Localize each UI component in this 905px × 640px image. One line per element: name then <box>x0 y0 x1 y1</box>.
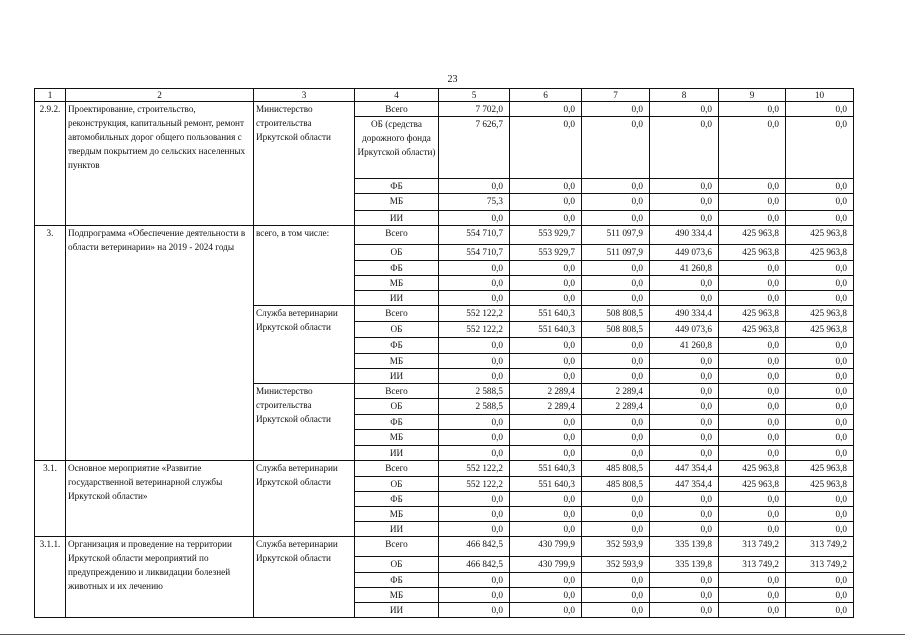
funding-source: МБ <box>355 507 439 522</box>
amount-cell: 425 963,8 <box>719 226 786 245</box>
amount-cell: 0,0 <box>439 415 510 430</box>
amount-cell: 0,0 <box>510 179 582 194</box>
column-header-10: 10 <box>786 89 854 102</box>
amount-cell: 41 260,8 <box>650 261 719 276</box>
amount-cell: 0,0 <box>719 588 786 603</box>
amount-cell: 0,0 <box>439 369 510 384</box>
amount-cell: 0,0 <box>786 338 854 354</box>
amount-cell: 551 640,3 <box>510 306 582 322</box>
amount-cell: 7 702,0 <box>439 102 510 117</box>
amount-cell: 313 749,2 <box>719 537 786 557</box>
amount-cell: 0,0 <box>510 194 582 211</box>
amount-cell: 0,0 <box>719 261 786 276</box>
amount-cell: 0,0 <box>439 573 510 588</box>
program-name: Проектирование, строительство, реконструкция, капитальный ремонт, ремонт автомобильных дорог общего пользования с твердым покрытием до сельских населенных пунктов <box>66 102 254 226</box>
amount-cell: 0,0 <box>582 102 650 117</box>
amount-cell: 0,0 <box>786 399 854 415</box>
amount-cell: 2 289,4 <box>582 399 650 415</box>
amount-cell: 2 588,5 <box>439 399 510 415</box>
amount-cell: 0,0 <box>582 276 650 291</box>
amount-cell: 511 097,9 <box>582 245 650 261</box>
funding-source: ОБ <box>355 557 439 573</box>
executor-name: Министерство строительства Иркутской области <box>254 102 355 226</box>
funding-source: Всего <box>355 306 439 322</box>
amount-cell: 425 963,8 <box>786 461 854 477</box>
amount-cell: 0,0 <box>650 573 719 588</box>
amount-cell: 313 749,2 <box>719 557 786 573</box>
amount-cell: 0,0 <box>650 415 719 430</box>
amount-cell: 2 289,4 <box>510 384 582 399</box>
amount-cell: 508 808,5 <box>582 306 650 322</box>
column-header-9: 9 <box>719 89 786 102</box>
column-header-3: 3 <box>254 89 355 102</box>
amount-cell: 0,0 <box>719 276 786 291</box>
amount-cell: 0,0 <box>719 492 786 507</box>
amount-cell: 508 808,5 <box>582 322 650 338</box>
amount-cell: 0,0 <box>719 338 786 354</box>
amount-cell: 313 749,2 <box>786 557 854 573</box>
amount-cell: 554 710,7 <box>439 226 510 245</box>
amount-cell: 0,0 <box>786 573 854 588</box>
amount-cell: 0,0 <box>510 102 582 117</box>
amount-cell: 0,0 <box>786 492 854 507</box>
amount-cell: 0,0 <box>510 276 582 291</box>
funding-source: МБ <box>355 194 439 211</box>
amount-cell: 425 963,8 <box>719 477 786 492</box>
amount-cell: 425 963,8 <box>719 322 786 338</box>
executor-name: всего, в том числе: <box>254 226 355 306</box>
amount-cell: 0,0 <box>719 603 786 618</box>
column-header-1: 1 <box>35 89 66 102</box>
amount-cell: 0,0 <box>510 369 582 384</box>
funding-source: Всего <box>355 102 439 117</box>
amount-cell: 0,0 <box>510 603 582 618</box>
table-row <box>35 102 854 117</box>
amount-cell: 2 289,4 <box>582 384 650 399</box>
amount-cell: 0,0 <box>510 588 582 603</box>
amount-cell: 0,0 <box>786 446 854 461</box>
row-code: 3.1.1. <box>35 537 66 618</box>
amount-cell: 0,0 <box>510 415 582 430</box>
amount-cell: 0,0 <box>439 430 510 446</box>
amount-cell: 0,0 <box>510 430 582 446</box>
amount-cell: 0,0 <box>582 573 650 588</box>
column-header-2: 2 <box>66 89 254 102</box>
amount-cell: 553 929,7 <box>510 226 582 245</box>
funding-source: МБ <box>355 354 439 369</box>
amount-cell: 0,0 <box>719 179 786 194</box>
funding-source: ИИ <box>355 522 439 537</box>
amount-cell: 0,0 <box>786 507 854 522</box>
amount-cell: 0,0 <box>510 291 582 306</box>
amount-cell: 0,0 <box>582 338 650 354</box>
amount-cell: 0,0 <box>719 291 786 306</box>
amount-cell: 0,0 <box>439 291 510 306</box>
funding-source: ФБ <box>355 415 439 430</box>
amount-cell: 0,0 <box>719 415 786 430</box>
amount-cell: 0,0 <box>786 588 854 603</box>
amount-cell: 0,0 <box>650 384 719 399</box>
amount-cell: 0,0 <box>650 179 719 194</box>
amount-cell: 0,0 <box>650 211 719 226</box>
amount-cell: 0,0 <box>719 399 786 415</box>
amount-cell: 0,0 <box>582 522 650 537</box>
amount-cell: 335 139,8 <box>650 537 719 557</box>
amount-cell: 0,0 <box>510 117 582 179</box>
amount-cell: 425 963,8 <box>719 306 786 322</box>
amount-cell: 352 593,9 <box>582 537 650 557</box>
amount-cell: 0,0 <box>582 291 650 306</box>
amount-cell: 0,0 <box>719 573 786 588</box>
amount-cell: 0,0 <box>719 117 786 179</box>
amount-cell: 0,0 <box>786 117 854 179</box>
amount-cell: 425 963,8 <box>786 477 854 492</box>
amount-cell: 425 963,8 <box>786 322 854 338</box>
amount-cell: 2 588,5 <box>439 384 510 399</box>
amount-cell: 0,0 <box>439 507 510 522</box>
amount-cell: 0,0 <box>650 354 719 369</box>
column-header-7: 7 <box>582 89 650 102</box>
amount-cell: 425 963,8 <box>719 461 786 477</box>
amount-cell: 313 749,2 <box>786 537 854 557</box>
amount-cell: 0,0 <box>582 430 650 446</box>
amount-cell: 0,0 <box>786 276 854 291</box>
amount-cell: 0,0 <box>786 522 854 537</box>
amount-cell: 0,0 <box>439 492 510 507</box>
amount-cell: 449 073,6 <box>650 322 719 338</box>
amount-cell: 0,0 <box>582 179 650 194</box>
financing-table <box>34 88 854 618</box>
amount-cell: 0,0 <box>439 603 510 618</box>
amount-cell: 0,0 <box>786 415 854 430</box>
amount-cell: 0,0 <box>439 338 510 354</box>
amount-cell: 0,0 <box>786 179 854 194</box>
funding-source: ФБ <box>355 573 439 588</box>
amount-cell: 485 808,5 <box>582 477 650 492</box>
amount-cell: 466 842,5 <box>439 557 510 573</box>
amount-cell: 0,0 <box>439 211 510 226</box>
amount-cell: 430 799,9 <box>510 557 582 573</box>
amount-cell: 0,0 <box>510 573 582 588</box>
amount-cell: 0,0 <box>510 338 582 354</box>
funding-source: ФБ <box>355 261 439 276</box>
amount-cell: 0,0 <box>719 446 786 461</box>
funding-source: МБ <box>355 588 439 603</box>
table-row <box>35 226 854 245</box>
amount-cell: 552 122,2 <box>439 306 510 322</box>
amount-cell: 0,0 <box>650 117 719 179</box>
funding-source: ИИ <box>355 291 439 306</box>
amount-cell: 554 710,7 <box>439 245 510 261</box>
amount-cell: 553 929,7 <box>510 245 582 261</box>
amount-cell: 425 963,8 <box>786 245 854 261</box>
table-header-row <box>35 89 854 102</box>
amount-cell: 0,0 <box>582 211 650 226</box>
funding-source: ФБ <box>355 492 439 507</box>
amount-cell: 335 139,8 <box>650 557 719 573</box>
amount-cell: 552 122,2 <box>439 461 510 477</box>
amount-cell: 0,0 <box>786 369 854 384</box>
column-header-4: 4 <box>355 89 439 102</box>
amount-cell: 0,0 <box>510 492 582 507</box>
funding-source: Всего <box>355 461 439 477</box>
amount-cell: 0,0 <box>582 369 650 384</box>
amount-cell: 0,0 <box>650 603 719 618</box>
amount-cell: 0,0 <box>439 179 510 194</box>
executor-name: Служба ветеринарии Иркутской области <box>254 306 355 384</box>
amount-cell: 0,0 <box>439 522 510 537</box>
amount-cell: 0,0 <box>582 117 650 179</box>
amount-cell: 485 808,5 <box>582 461 650 477</box>
amount-cell: 0,0 <box>786 211 854 226</box>
amount-cell: 0,0 <box>650 446 719 461</box>
amount-cell: 0,0 <box>786 261 854 276</box>
amount-cell: 0,0 <box>650 522 719 537</box>
amount-cell: 0,0 <box>650 194 719 211</box>
row-code: 2.9.2. <box>35 102 66 226</box>
amount-cell: 551 640,3 <box>510 461 582 477</box>
amount-cell: 0,0 <box>719 369 786 384</box>
funding-source: ИИ <box>355 603 439 618</box>
amount-cell: 0,0 <box>439 276 510 291</box>
funding-source: ИИ <box>355 369 439 384</box>
amount-cell: 0,0 <box>582 507 650 522</box>
amount-cell: 0,0 <box>439 354 510 369</box>
funding-source: ОБ <box>355 477 439 492</box>
amount-cell: 490 334,4 <box>650 226 719 245</box>
amount-cell: 0,0 <box>650 102 719 117</box>
column-header-8: 8 <box>650 89 719 102</box>
amount-cell: 0,0 <box>719 507 786 522</box>
amount-cell: 0,0 <box>650 507 719 522</box>
amount-cell: 0,0 <box>786 102 854 117</box>
amount-cell: 0,0 <box>719 384 786 399</box>
table-body <box>35 102 854 618</box>
amount-cell: 430 799,9 <box>510 537 582 557</box>
amount-cell: 0,0 <box>510 446 582 461</box>
amount-cell: 0,0 <box>786 194 854 211</box>
amount-cell: 0,0 <box>582 603 650 618</box>
funding-source: ФБ <box>355 179 439 194</box>
amount-cell: 0,0 <box>582 261 650 276</box>
amount-cell: 490 334,4 <box>650 306 719 322</box>
funding-source: ОБ <box>355 399 439 415</box>
amount-cell: 551 640,3 <box>510 322 582 338</box>
executor-name: Министерство строительства Иркутской области <box>254 384 355 461</box>
page-bottom-rule <box>0 634 905 635</box>
amount-cell: 0,0 <box>719 102 786 117</box>
amount-cell: 0,0 <box>719 354 786 369</box>
column-header-6: 6 <box>510 89 582 102</box>
amount-cell: 0,0 <box>582 415 650 430</box>
row-code: 3. <box>35 226 66 461</box>
amount-cell: 0,0 <box>582 588 650 603</box>
amount-cell: 0,0 <box>650 492 719 507</box>
amount-cell: 41 260,8 <box>650 338 719 354</box>
amount-cell: 0,0 <box>650 588 719 603</box>
amount-cell: 0,0 <box>786 291 854 306</box>
amount-cell: 0,0 <box>439 588 510 603</box>
amount-cell: 447 354,4 <box>650 477 719 492</box>
amount-cell: 0,0 <box>650 291 719 306</box>
amount-cell: 0,0 <box>786 354 854 369</box>
amount-cell: 0,0 <box>650 399 719 415</box>
amount-cell: 466 842,5 <box>439 537 510 557</box>
amount-cell: 552 122,2 <box>439 322 510 338</box>
funding-source: ОБ <box>355 245 439 261</box>
amount-cell: 447 354,4 <box>650 461 719 477</box>
amount-cell: 0,0 <box>439 446 510 461</box>
table-row <box>35 461 854 477</box>
amount-cell: 0,0 <box>582 446 650 461</box>
amount-cell: 0,0 <box>719 194 786 211</box>
amount-cell: 0,0 <box>650 430 719 446</box>
amount-cell: 0,0 <box>510 211 582 226</box>
page-number: 23 <box>447 74 458 85</box>
amount-cell: 511 097,9 <box>582 226 650 245</box>
table-row <box>35 537 854 557</box>
amount-cell: 0,0 <box>719 430 786 446</box>
amount-cell: 0,0 <box>582 194 650 211</box>
funding-source: Всего <box>355 537 439 557</box>
program-name: Подпрограмма «Обеспечение деятельности в области ветеринарии» на 2019 - 2024 годы <box>66 226 254 461</box>
amount-cell: 0,0 <box>510 507 582 522</box>
funding-source: Всего <box>355 384 439 399</box>
amount-cell: 7 626,7 <box>439 117 510 179</box>
amount-cell: 0,0 <box>582 354 650 369</box>
amount-cell: 449 073,6 <box>650 245 719 261</box>
funding-source: ОБ <box>355 322 439 338</box>
funding-source: ИИ <box>355 211 439 226</box>
funding-source: ИИ <box>355 446 439 461</box>
amount-cell: 75,3 <box>439 194 510 211</box>
amount-cell: 0,0 <box>719 522 786 537</box>
amount-cell: 0,0 <box>786 430 854 446</box>
program-name: Организация и проведение на территории Иркутской области мероприятий по предупреждению и ликвидации болезней животных и их лечению <box>66 537 254 618</box>
amount-cell: 0,0 <box>582 492 650 507</box>
executor-name: Служба ветеринарии Иркутской области <box>254 461 355 537</box>
funding-source: МБ <box>355 276 439 291</box>
funding-source: Всего <box>355 226 439 245</box>
amount-cell: 551 640,3 <box>510 477 582 492</box>
amount-cell: 552 122,2 <box>439 477 510 492</box>
funding-source: ФБ <box>355 338 439 354</box>
amount-cell: 0,0 <box>439 261 510 276</box>
funding-source: МБ <box>355 430 439 446</box>
amount-cell: 0,0 <box>510 261 582 276</box>
amount-cell: 0,0 <box>650 369 719 384</box>
amount-cell: 0,0 <box>510 522 582 537</box>
amount-cell: 352 593,9 <box>582 557 650 573</box>
amount-cell: 425 963,8 <box>786 306 854 322</box>
amount-cell: 0,0 <box>786 603 854 618</box>
amount-cell: 0,0 <box>786 384 854 399</box>
row-code: 3.1. <box>35 461 66 537</box>
program-name: Основное мероприятие «Развитие государственной ветеринарной службы Иркутской области» <box>66 461 254 537</box>
amount-cell: 2 289,4 <box>510 399 582 415</box>
column-header-5: 5 <box>439 89 510 102</box>
executor-name: Служба ветеринарии Иркутской области <box>254 537 355 618</box>
funding-source: ОБ (средства дорожного фонда Иркутской области) <box>355 117 439 179</box>
amount-cell: 425 963,8 <box>719 245 786 261</box>
amount-cell: 0,0 <box>510 354 582 369</box>
amount-cell: 0,0 <box>719 211 786 226</box>
amount-cell: 425 963,8 <box>786 226 854 245</box>
amount-cell: 0,0 <box>650 276 719 291</box>
